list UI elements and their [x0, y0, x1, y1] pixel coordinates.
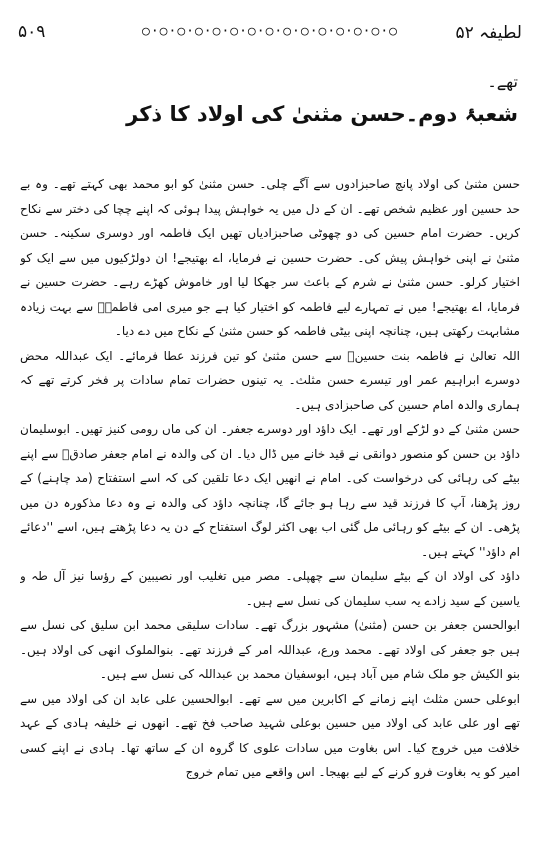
paragraph: ابوعلی حسن مثلث اپنے زمانے کے اکابرین میں سے تھے۔ ابوالحسین علی عابد ان کی اولاد میں سے تھے اور علی عابد کی اولاد میں حسین بوعلی شہید صاحب فخ تھے۔ انھوں نے خلیفہ ہادی کے عہد خلافت میں خروج کیا۔ اس بغاوت میں سادات علوی کا گروہ ان کے ساتھ تھا۔ ہادی نے اپنے کسی امیر کو یہ بغاوت فرو کرنے کے لیے بھیجا۔ اس واقعے میں تمام خروج — [20, 691, 520, 779]
header-ornament: ○·○·○·○·○·○·○·○·○·○·○·○·○·○·○ — [142, 24, 398, 39]
carryover-text: تھے۔ — [487, 72, 518, 91]
page-number: ۵۰۹ — [18, 22, 46, 42]
paragraph: اللہ تعالیٰ نے فاطمہ بنت حسینؓ سے حسن مثنیٰ کو تین فرزند عطا فرمائے۔ ایک عبداللہ محض دوسرے ابراہیم عمر اور تیسرے حسن مثلث۔ یہ تینوں حضرات تمام سادات پر فخر کرتے تھے کہ ہماری والدہ امام حسین کی صاحبزادی ہیں۔ — [20, 348, 520, 412]
paragraph: حسن مثنیٰ کے دو لڑکے اور تھے۔ ایک داؤد اور دوسرے جعفر۔ ان کی ماں رومی کنیز تھیں۔ ابوسلیمان داؤد بن حسن کو منصور دوانقی نے قید خانے میں ڈال دیا۔ ان کی والدہ نے امام جعفر صادقؒ سے اپنے بیٹے کی رہائی کی درخواست کی۔ امام نے انھیں ایک دعا تلقین کی کہ اسے استفتاح (مد چاہنے) کے روز پڑھنا، آپ کا فرزند قید سے رہا ہو جائے گا، چنانچہ داؤد کی والدہ نے وہ دعا مذکورہ دن میں پڑھی۔ ان کے بیٹے کو رہائی مل گئی اب بھی اکثر لوگ استفتاح کے دن یہ دعا پڑھتے ہیں، اسے ''دعائے ام داؤد'' کہتے ہیں۔ — [20, 422, 520, 559]
paragraph: ابوالحسن جعفر بن حسن (مثنیٰ) مشہور بزرگ تھے۔ سادات سلیقی محمد ابن سلیق کی نسل سے ہیں جو جعفر کی اولاد تھے۔ محمد ورع، عبداللہ امر کے فرزند تھے۔ بنوالملوک انھی کی اولاد ہیں۔ بنو الکیش جو ملک شام میں آباد ہیں، ابوسفیان محمد بن عبداللہ کی نسل سے ہیں۔ — [20, 618, 520, 681]
paragraph: داؤد کی اولاد ان کے بیٹے سلیمان سے چھپلی۔ مصر میں تغلیب اور نصیبین کے رؤسا نیز آل طہ و یاسین کے سید زادے یہ سب سلیمان کی نسل سے ہیں۔ — [20, 569, 520, 608]
page-header — [18, 22, 522, 52]
section-heading: شعبۂ دوم۔حسن مثنیٰ کی اولاد کا ذکر — [126, 102, 518, 126]
chapter-title: لطیفہ ۵۲ — [455, 23, 522, 43]
paragraph: حسن مثنیٰ کی اولاد پانچ صاحبزادوں سے آگے چلی۔ حسن مثنیٰ کو ابو محمد بھی کہتے تھے۔ وہ بے حد حسین اور عظیم شخص تھے۔ ان کے دل میں یہ خواہش پیدا ہوئی کہ اپنے چچا کی دختر سے نکاح کریں۔ حضرت امام حسین کی دو چھوٹی صاحبزادیاں تھیں ایک فاطمہ اور دوسری سکینہ۔ حسن مثنیٰ نے اپنی خواہش پیش کی۔ حضرت حسین نے فرمایا، اے بھتیجے! ان دولڑکیوں میں سے ایک کو اختیار کرلو۔ حسن مثنیٰ نے شرم کے باعث سر جھکا لیا اور خاموش کھڑے رہے۔ حضرت حسین نے فرمایا، اے بھتیجے! میں نے تمہارے لیے فاطمہ کو اختیار کیا ہے جو میری امی فاطمہؓ سے بہت زیادہ مشابہت رکھتی ہیں، چنانچہ اپنی بیٹی فاطمہ کو حسن مثنیٰ کے نکاح میں دے دیا۔ — [20, 177, 520, 338]
body-text — [20, 172, 520, 847]
